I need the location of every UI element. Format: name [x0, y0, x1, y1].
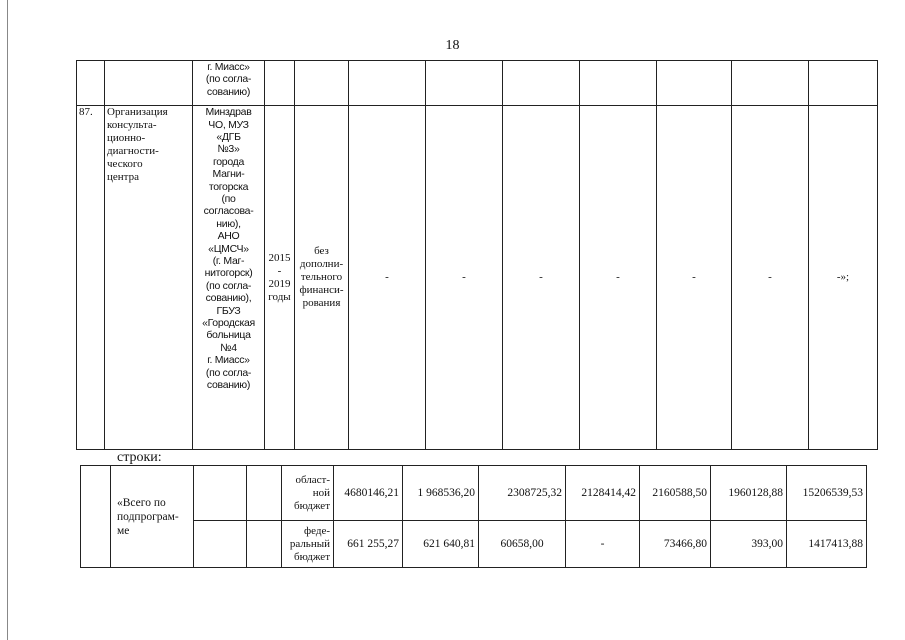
funding-cell	[295, 106, 349, 450]
amount-cell: 1 968536,20	[403, 466, 479, 521]
cell-empty	[247, 466, 282, 521]
executor-line: согласова-	[203, 205, 254, 218]
executor-line: сованию)	[206, 85, 251, 98]
cell-empty	[194, 521, 247, 568]
executor-line: Магни-	[212, 168, 245, 181]
table-row-regional	[81, 466, 867, 521]
executor-line: г. Миасс»	[207, 61, 250, 73]
amount-cell: 1417413,88	[787, 521, 867, 568]
value-cell: -	[349, 106, 426, 450]
executor-line: №3»	[217, 143, 240, 156]
value-cell: -	[503, 106, 580, 450]
row-number-cell: 87.	[77, 106, 105, 450]
page-number: 18	[445, 38, 460, 53]
stroki-label: строки:	[117, 450, 162, 465]
amount-cell: 4680146,21	[334, 466, 403, 521]
cell-empty	[105, 61, 193, 106]
amount-cell: 621 640,81	[403, 521, 479, 568]
amount-cell: 60658,00	[479, 521, 566, 568]
name-line: Организация	[107, 106, 168, 119]
cell-empty	[295, 61, 349, 106]
executor-line: «Городская	[202, 317, 255, 330]
amount-cell: 393,00	[711, 521, 787, 568]
total-label-cell	[111, 466, 194, 568]
amount-cell: 2128414,42	[566, 466, 640, 521]
value-cell: -	[732, 106, 809, 450]
table-row-87	[77, 106, 878, 450]
period-cell	[265, 106, 295, 450]
cell-empty	[809, 61, 878, 106]
cell-empty	[265, 61, 295, 106]
executor-line: «ЦМСЧ»	[208, 242, 249, 255]
total-label-line: подпрограм-	[117, 510, 179, 523]
executor-line: «ДГБ	[216, 130, 241, 143]
cell-empty	[657, 61, 732, 106]
executor-line: (г. Маг-	[212, 254, 245, 267]
value-cell: -	[580, 106, 657, 450]
amount-cell: 73466,80	[640, 521, 711, 568]
executor-line: АНО	[217, 230, 240, 243]
executor-line: (по	[221, 192, 236, 205]
table-row-continuation	[77, 61, 878, 106]
amount-cell: 15206539,53	[787, 466, 867, 521]
program-table	[76, 60, 878, 450]
executor-line: №4	[220, 341, 237, 354]
executor-line: больница	[206, 329, 251, 342]
amount-cell: 2160588,50	[640, 466, 711, 521]
executor-line: города	[212, 155, 245, 168]
funding-line: тельного	[300, 271, 343, 284]
total-label-line: «Всего по	[117, 496, 166, 509]
value-cell: -»;	[809, 106, 878, 450]
source-cell	[282, 466, 334, 521]
name-line: диагности-	[107, 145, 159, 158]
period-line: 2015	[268, 251, 291, 264]
executor-line: нитогорск)	[204, 267, 253, 280]
amount-cell: -	[566, 521, 640, 568]
activity-name-cell	[105, 106, 193, 450]
cell-empty	[247, 521, 282, 568]
name-line: ционно-	[107, 132, 146, 145]
funding-line: без	[314, 245, 329, 258]
period-line: 2019	[268, 277, 291, 290]
funding-line: финанси-	[299, 284, 344, 297]
executor-line: сованию)	[206, 379, 251, 392]
cell-empty	[77, 61, 105, 106]
executor-line: Минздрав	[205, 106, 252, 119]
executor-line: сованию),	[205, 292, 252, 305]
cell-empty	[580, 61, 657, 106]
left-margin-line	[7, 0, 8, 640]
funding-line: дополни-	[299, 258, 344, 271]
source-line: бюджет	[294, 499, 330, 512]
name-line: ческого	[107, 158, 143, 171]
cell-empty	[81, 466, 111, 568]
executor-line: г. Миасс»	[207, 354, 250, 367]
cell-empty	[732, 61, 809, 106]
name-line: консульта-	[107, 119, 157, 132]
source-line: област-	[295, 473, 330, 486]
executor-line: тогорска	[208, 180, 249, 193]
source-line: ной	[312, 486, 330, 499]
cell-empty	[194, 466, 247, 521]
amount-cell: 661 255,27	[334, 521, 403, 568]
executor-continuation-cell	[193, 61, 265, 106]
name-line: центра	[107, 171, 139, 184]
period-line: -	[277, 264, 282, 277]
cell-empty	[426, 61, 503, 106]
source-line: феде-	[303, 524, 330, 537]
executor-line: (по согла-	[205, 279, 252, 292]
executors-cell	[193, 106, 265, 450]
total-table	[80, 465, 867, 568]
executor-line: ГБУЗ	[216, 304, 241, 317]
executor-line: (по согла-	[205, 73, 252, 86]
amount-cell: 2308725,32	[479, 466, 566, 521]
amount-cell: 1960128,88	[711, 466, 787, 521]
executor-line: нию),	[216, 217, 241, 230]
executor-line: (по согла-	[205, 366, 252, 379]
cell-empty	[503, 61, 580, 106]
funding-line: рования	[302, 297, 341, 310]
value-cell: -	[657, 106, 732, 450]
executor-line: ЧО, МУЗ	[208, 118, 249, 131]
table-row-federal	[81, 521, 867, 568]
period-line: годы	[268, 290, 291, 303]
source-line: бюджет	[294, 550, 330, 563]
source-cell	[282, 521, 334, 568]
value-cell: -	[426, 106, 503, 450]
cell-empty	[349, 61, 426, 106]
total-label-line: ме	[117, 524, 130, 537]
source-line: ральный	[289, 537, 330, 550]
